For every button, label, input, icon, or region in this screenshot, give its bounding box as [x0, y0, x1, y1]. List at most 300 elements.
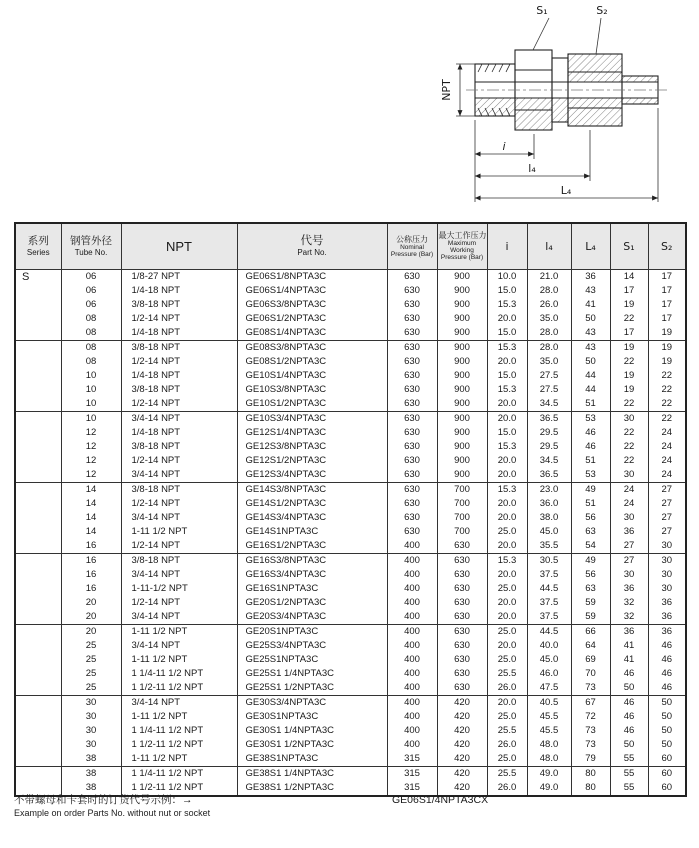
npt-cell: 1/8-27 NPT	[121, 269, 237, 284]
series-cell	[15, 312, 61, 326]
table-row	[15, 284, 686, 298]
max-pressure-cell: 420	[437, 695, 487, 710]
tube-no-cell: 38	[61, 752, 121, 767]
table-row	[15, 440, 686, 454]
dim-l4-overall-cell: 46	[571, 440, 610, 454]
nominal-pressure-cell: 400	[387, 596, 437, 610]
max-pressure-cell: 900	[437, 284, 487, 298]
table-row	[15, 695, 686, 710]
max-pressure-cell: 900	[437, 298, 487, 312]
part-no-cell: GE14S1/2NPTA3C	[237, 497, 387, 511]
series-cell	[15, 582, 61, 596]
dim-i-cell: 26.0	[487, 681, 527, 696]
tube-no-cell: 14	[61, 497, 121, 511]
nominal-pressure-cell: 400	[387, 539, 437, 554]
nominal-pressure-cell: 400	[387, 553, 437, 568]
dim-s2-cell: 24	[648, 454, 686, 468]
table-row	[15, 454, 686, 468]
series-cell	[15, 596, 61, 610]
part-no-cell: GE06S1/8NPTA3C	[237, 269, 387, 284]
col-header-tube: 钢管外径 Tube No.	[61, 223, 121, 269]
col-header-part: 代号 Part No.	[237, 223, 387, 269]
dim-l4-overall-cell: 73	[571, 724, 610, 738]
dim-l4-cell: 35.0	[527, 355, 571, 369]
part-no-cell: GE14S3/8NPTA3C	[237, 482, 387, 497]
dim-s1-cell: 24	[610, 482, 648, 497]
series-cell: S	[22, 270, 30, 283]
dim-l4-cell: 40.0	[527, 639, 571, 653]
tube-no-cell: 38	[61, 766, 121, 781]
npt-cell: 3/8-18 NPT	[121, 440, 237, 454]
dim-s2-cell: 50	[648, 738, 686, 752]
dim-l4-cell: 28.0	[527, 340, 571, 355]
dim-s2-cell: 36	[648, 596, 686, 610]
dim-l4-cell: 29.5	[527, 440, 571, 454]
max-pressure-cell: 900	[437, 326, 487, 341]
npt-cell: 1/2-14 NPT	[121, 312, 237, 326]
nominal-pressure-cell: 630	[387, 269, 437, 284]
col-header-dim-i: i	[487, 223, 527, 269]
nominal-pressure-cell: 630	[387, 383, 437, 397]
dim-s2-cell: 19	[648, 340, 686, 355]
dim-l4-cell: 28.0	[527, 284, 571, 298]
tube-no-cell: 16	[61, 539, 121, 554]
npt-cell: 1 1/4-11 1/2 NPT	[121, 766, 237, 781]
npt-cell: 3/8-18 NPT	[121, 383, 237, 397]
series-cell	[15, 497, 61, 511]
tube-no-cell: 25	[61, 639, 121, 653]
tube-no-cell: 16	[61, 553, 121, 568]
dim-s2-cell: 30	[648, 539, 686, 554]
dim-s2-cell: 27	[648, 482, 686, 497]
max-pressure-cell: 900	[437, 369, 487, 383]
dim-l4-overall-cell: 51	[571, 454, 610, 468]
dim-l4-overall-cell: 51	[571, 397, 610, 412]
nominal-pressure-cell: 630	[387, 397, 437, 412]
table-row	[15, 397, 686, 412]
part-no-cell: GE38S1 1/2NPTA3C	[237, 781, 387, 796]
part-no-cell: GE25S1NPTA3C	[237, 653, 387, 667]
dim-l4-overall-cell: 49	[571, 553, 610, 568]
order-note-zh: 不带螺母和卡套时的订货代号示例：→	[14, 794, 193, 806]
dim-l4-overall-cell: 53	[571, 411, 610, 426]
dim-l4-overall-cell: 50	[571, 312, 610, 326]
table-row	[15, 553, 686, 568]
table-row	[15, 468, 686, 483]
tube-no-cell: 30	[61, 695, 121, 710]
part-no-cell: GE10S3/8NPTA3C	[237, 383, 387, 397]
dim-i-cell: 20.0	[487, 397, 527, 412]
tube-no-cell: 30	[61, 710, 121, 724]
col-header-nominal-pressure: 公称压力 Nominal Pressure (Bar)	[387, 223, 437, 269]
dim-s1-cell: 32	[610, 596, 648, 610]
series-cell	[15, 482, 61, 497]
dim-s1-cell: 22	[610, 312, 648, 326]
nominal-pressure-cell: 400	[387, 738, 437, 752]
table-row	[15, 497, 686, 511]
npt-cell: 1/4-18 NPT	[121, 326, 237, 341]
tube-no-cell: 30	[61, 738, 121, 752]
dim-s1-cell: 19	[610, 298, 648, 312]
header-row	[15, 223, 686, 269]
dim-l4-cell: 23.0	[527, 482, 571, 497]
npt-cell: 3/8-18 NPT	[121, 553, 237, 568]
max-pressure-cell: 900	[437, 426, 487, 440]
part-no-cell: GE30S3/4NPTA3C	[237, 695, 387, 710]
dim-l4-overall-cell: 56	[571, 568, 610, 582]
table-row	[15, 326, 686, 341]
col-header-npt: NPT	[121, 223, 237, 269]
npt-cell: 1-11 1/2 NPT	[121, 624, 237, 639]
series-cell	[15, 610, 61, 625]
table-row	[15, 596, 686, 610]
dim-s1-cell: 17	[610, 326, 648, 341]
dim-l4-cell: 29.5	[527, 426, 571, 440]
dim-s2-cell: 36	[648, 624, 686, 639]
max-pressure-cell: 700	[437, 525, 487, 539]
tube-no-cell: 12	[61, 454, 121, 468]
npt-cell: 3/8-18 NPT	[121, 482, 237, 497]
table-row	[15, 511, 686, 525]
dim-l4-cell: 44.5	[527, 582, 571, 596]
dim-l4-cell: 26.0	[527, 298, 571, 312]
part-no-cell: GE06S1/2NPTA3C	[237, 312, 387, 326]
max-pressure-cell: 900	[437, 454, 487, 468]
dim-l4-overall-cell: 53	[571, 468, 610, 483]
part-no-cell: GE30S1 1/2NPTA3C	[237, 738, 387, 752]
series-cell	[15, 426, 61, 440]
dim-i-label: i	[502, 140, 506, 153]
nominal-pressure-cell: 400	[387, 653, 437, 667]
dim-l4-overall-cell: 49	[571, 482, 610, 497]
dim-s1-cell: 22	[610, 397, 648, 412]
table-row	[15, 482, 686, 497]
table-row	[15, 667, 686, 681]
tube-no-cell: 14	[61, 511, 121, 525]
npt-cell: 3/4-14 NPT	[121, 568, 237, 582]
dim-l4-cell: 28.0	[527, 326, 571, 341]
series-cell	[15, 724, 61, 738]
part-no-cell: GE08S3/8NPTA3C	[237, 340, 387, 355]
nominal-pressure-cell: 630	[387, 468, 437, 483]
tube-no-cell: 10	[61, 383, 121, 397]
dim-s1-cell: 24	[610, 497, 648, 511]
series-cell	[15, 710, 61, 724]
series-cell	[15, 383, 61, 397]
dim-s1-cell: 46	[610, 667, 648, 681]
nominal-pressure-cell: 630	[387, 312, 437, 326]
dim-s1-cell: 22	[610, 426, 648, 440]
max-pressure-cell: 900	[437, 468, 487, 483]
tube-no-cell: 06	[61, 298, 121, 312]
dim-i-cell: 20.0	[487, 539, 527, 554]
part-no-cell: GE10S1/2NPTA3C	[237, 397, 387, 412]
col-header-dim-s2: S₂	[648, 223, 686, 269]
nominal-pressure-cell: 630	[387, 497, 437, 511]
table-row	[15, 269, 686, 284]
dim-i-cell: 15.3	[487, 553, 527, 568]
dim-l4-cell: 34.5	[527, 397, 571, 412]
dim-l4-overall-cell: 59	[571, 610, 610, 625]
dim-i-cell: 20.0	[487, 355, 527, 369]
dim-l4-overall-cell: 54	[571, 539, 610, 554]
dim-s2-cell: 36	[648, 610, 686, 625]
dim-l4-overall-cell: 43	[571, 326, 610, 341]
nominal-pressure-cell: 630	[387, 298, 437, 312]
dim-l4-cell: 36.5	[527, 468, 571, 483]
max-pressure-cell: 700	[437, 482, 487, 497]
dim-l4-cell: 49.0	[527, 766, 571, 781]
dim-i-cell: 20.0	[487, 610, 527, 625]
npt-cell: 1/4-18 NPT	[121, 369, 237, 383]
dim-l4-cell: 37.5	[527, 610, 571, 625]
dim-s1-cell: 19	[610, 369, 648, 383]
wrench-size-labels	[533, 18, 601, 54]
dim-s2-cell: 24	[648, 440, 686, 454]
dim-l4-overall-cell: 73	[571, 738, 610, 752]
dim-l4-cell: 48.0	[527, 752, 571, 767]
nominal-pressure-cell: 630	[387, 355, 437, 369]
dim-l4-cell: 45.0	[527, 525, 571, 539]
npt-cell: 3/4-14 NPT	[121, 411, 237, 426]
dim-l4-cell: 45.5	[527, 724, 571, 738]
part-no-cell: GE12S3/8NPTA3C	[237, 440, 387, 454]
dim-i-cell: 25.5	[487, 724, 527, 738]
dim-s2-cell: 30	[648, 582, 686, 596]
tube-no-cell: 20	[61, 624, 121, 639]
dim-s1-cell: 50	[610, 738, 648, 752]
max-pressure-cell: 630	[437, 553, 487, 568]
dim-i-cell: 20.0	[487, 454, 527, 468]
tube-no-cell: 06	[61, 284, 121, 298]
part-no-cell: GE16S3/8NPTA3C	[237, 553, 387, 568]
npt-cell: 1/2-14 NPT	[121, 539, 237, 554]
part-no-cell: GE38S1 1/4NPTA3C	[237, 766, 387, 781]
table-row	[15, 340, 686, 355]
dim-s2-cell: 17	[648, 298, 686, 312]
dim-s1-cell: 41	[610, 639, 648, 653]
dim-l4-overall-cell: 72	[571, 710, 610, 724]
series-cell	[15, 681, 61, 696]
dim-i-cell: 26.0	[487, 781, 527, 796]
dim-s2-cell: 27	[648, 525, 686, 539]
dim-l4-cell: 27.5	[527, 383, 571, 397]
dim-i-cell: 25.5	[487, 766, 527, 781]
s1-label: S₁	[536, 4, 548, 17]
tube-no-cell: 10	[61, 397, 121, 412]
npt-cell: 1/2-14 NPT	[121, 497, 237, 511]
dim-s1-cell: 46	[610, 724, 648, 738]
part-no-cell: GE12S3/4NPTA3C	[237, 468, 387, 483]
tube-no-cell: 16	[61, 582, 121, 596]
dim-l4-overall-cell: 63	[571, 525, 610, 539]
dim-l4-overall-cell: 44	[571, 383, 610, 397]
dim-l4-overall-cell: 80	[571, 781, 610, 796]
tube-no-cell: 12	[61, 468, 121, 483]
dim-l4-overall-cell: 56	[571, 511, 610, 525]
dim-s2-cell: 17	[648, 269, 686, 284]
dim-i-cell: 25.0	[487, 752, 527, 767]
table-row	[15, 653, 686, 667]
dim-l4-label: l₄	[528, 162, 536, 175]
dim-i-cell: 15.3	[487, 482, 527, 497]
dim-l4-overall-cell: 63	[571, 582, 610, 596]
max-pressure-cell: 900	[437, 383, 487, 397]
dim-l4-cell: 45.5	[527, 710, 571, 724]
dim-i-cell: 15.3	[487, 298, 527, 312]
dim-s2-cell: 22	[648, 383, 686, 397]
part-no-cell: GE14S3/4NPTA3C	[237, 511, 387, 525]
max-pressure-cell: 900	[437, 440, 487, 454]
dim-l4-overall-cell: 46	[571, 426, 610, 440]
npt-cell: 1 1/2-11 1/2 NPT	[121, 738, 237, 752]
dim-s1-cell: 36	[610, 624, 648, 639]
table-row	[15, 752, 686, 767]
tube-no-cell: 38	[61, 781, 121, 796]
parts-table	[14, 222, 687, 797]
tube-no-cell: 20	[61, 610, 121, 625]
dim-s1-cell: 19	[610, 383, 648, 397]
dim-l4-cell: 36.5	[527, 411, 571, 426]
dim-l4-cell: 35.0	[527, 312, 571, 326]
npt-cell: 1-11 1/2 NPT	[121, 710, 237, 724]
dim-l4-overall-cell: 50	[571, 355, 610, 369]
part-no-cell: GE06S3/8NPTA3C	[237, 298, 387, 312]
dim-s2-cell: 24	[648, 426, 686, 440]
dim-l4-cell: 48.0	[527, 738, 571, 752]
max-pressure-cell: 630	[437, 596, 487, 610]
dim-s2-cell: 50	[648, 695, 686, 710]
dim-s1-cell: 22	[610, 454, 648, 468]
series-cell	[15, 284, 61, 298]
nominal-pressure-cell: 400	[387, 568, 437, 582]
npt-cell: 1 1/2-11 1/2 NPT	[121, 681, 237, 696]
part-no-cell: GE16S1/2NPTA3C	[237, 539, 387, 554]
table-row	[15, 539, 686, 554]
series-cell	[15, 553, 61, 568]
table-row	[15, 738, 686, 752]
order-note	[14, 794, 685, 819]
npt-cell: 3/8-18 NPT	[121, 298, 237, 312]
series-cell	[15, 411, 61, 426]
nominal-pressure-cell: 400	[387, 667, 437, 681]
dim-i-cell: 15.3	[487, 383, 527, 397]
series-cell	[15, 568, 61, 582]
table-row	[15, 724, 686, 738]
dim-i-cell: 20.0	[487, 596, 527, 610]
tube-no-cell: 14	[61, 525, 121, 539]
dim-i-cell: 20.0	[487, 468, 527, 483]
dim-l4-overall-cell: 69	[571, 653, 610, 667]
part-no-cell: GE20S1/2NPTA3C	[237, 596, 387, 610]
dim-l4-cell: 21.0	[527, 269, 571, 284]
tube-no-cell: 06	[61, 269, 121, 284]
dim-s1-cell: 55	[610, 752, 648, 767]
dim-s2-cell: 46	[648, 667, 686, 681]
dim-l4-cell: 30.5	[527, 553, 571, 568]
tube-no-cell: 08	[61, 340, 121, 355]
series-cell	[15, 298, 61, 312]
dim-s2-cell: 24	[648, 468, 686, 483]
dim-s2-cell: 17	[648, 284, 686, 298]
series-cell	[15, 355, 61, 369]
dim-s2-cell: 50	[648, 710, 686, 724]
series-cell	[15, 624, 61, 639]
dim-i-cell: 25.0	[487, 582, 527, 596]
nominal-pressure-cell: 630	[387, 411, 437, 426]
series-cell	[15, 667, 61, 681]
tube-no-cell: 08	[61, 312, 121, 326]
table-row	[15, 582, 686, 596]
part-no-cell: GE08S1/2NPTA3C	[237, 355, 387, 369]
max-pressure-cell: 900	[437, 355, 487, 369]
table-row	[15, 710, 686, 724]
parts-table-body	[15, 269, 686, 796]
dim-l4-cell: 49.0	[527, 781, 571, 796]
series-cell	[15, 468, 61, 483]
nominal-pressure-cell: 400	[387, 639, 437, 653]
nominal-pressure-cell: 630	[387, 482, 437, 497]
npt-cell: 1-11 1/2 NPT	[121, 525, 237, 539]
table-row	[15, 681, 686, 696]
dim-l4-cell: 27.5	[527, 369, 571, 383]
max-pressure-cell: 420	[437, 781, 487, 796]
nominal-pressure-cell: 400	[387, 710, 437, 724]
npt-cell: 3/4-14 NPT	[121, 639, 237, 653]
nominal-pressure-cell: 630	[387, 284, 437, 298]
npt-cell: 1 1/2-11 1/2 NPT	[121, 781, 237, 796]
nominal-pressure-cell: 400	[387, 695, 437, 710]
dim-l4-cell: 44.5	[527, 624, 571, 639]
part-no-cell: GE12S1/4NPTA3C	[237, 426, 387, 440]
dim-l4-overall-cell: 51	[571, 497, 610, 511]
tube-no-cell: 14	[61, 482, 121, 497]
dim-i-cell: 20.0	[487, 497, 527, 511]
npt-cell: 1/2-14 NPT	[121, 454, 237, 468]
dim-s2-cell: 46	[648, 681, 686, 696]
dim-l4-overall-cell: 79	[571, 752, 610, 767]
series-cell	[15, 766, 61, 781]
dim-s2-cell: 27	[648, 511, 686, 525]
col-header-dim-l4: l₄	[527, 223, 571, 269]
dim-s2-cell: 46	[648, 653, 686, 667]
dim-s2-cell: 46	[648, 639, 686, 653]
npt-cell: 3/4-14 NPT	[121, 695, 237, 710]
series-cell	[15, 539, 61, 554]
dim-s1-cell: 30	[610, 511, 648, 525]
tube-no-cell: 16	[61, 568, 121, 582]
parts-table-container	[14, 222, 685, 797]
dim-i-cell: 15.0	[487, 426, 527, 440]
max-pressure-cell: 630	[437, 539, 487, 554]
dim-s1-cell: 14	[610, 269, 648, 284]
part-no-cell: GE30S1 1/4NPTA3C	[237, 724, 387, 738]
dim-l4-cell: 34.5	[527, 454, 571, 468]
s2-label: S₂	[596, 4, 608, 17]
dim-s2-cell: 19	[648, 355, 686, 369]
dim-l4-overall-cell: 73	[571, 681, 610, 696]
table-row	[15, 624, 686, 639]
npt-cell: 1-11 1/2 NPT	[121, 653, 237, 667]
dim-i-cell: 15.3	[487, 340, 527, 355]
dim-s1-cell: 27	[610, 553, 648, 568]
dim-s2-cell: 22	[648, 397, 686, 412]
table-row	[15, 426, 686, 440]
max-pressure-cell: 630	[437, 568, 487, 582]
table-row	[15, 525, 686, 539]
dim-s1-cell: 30	[610, 468, 648, 483]
max-pressure-cell: 630	[437, 667, 487, 681]
